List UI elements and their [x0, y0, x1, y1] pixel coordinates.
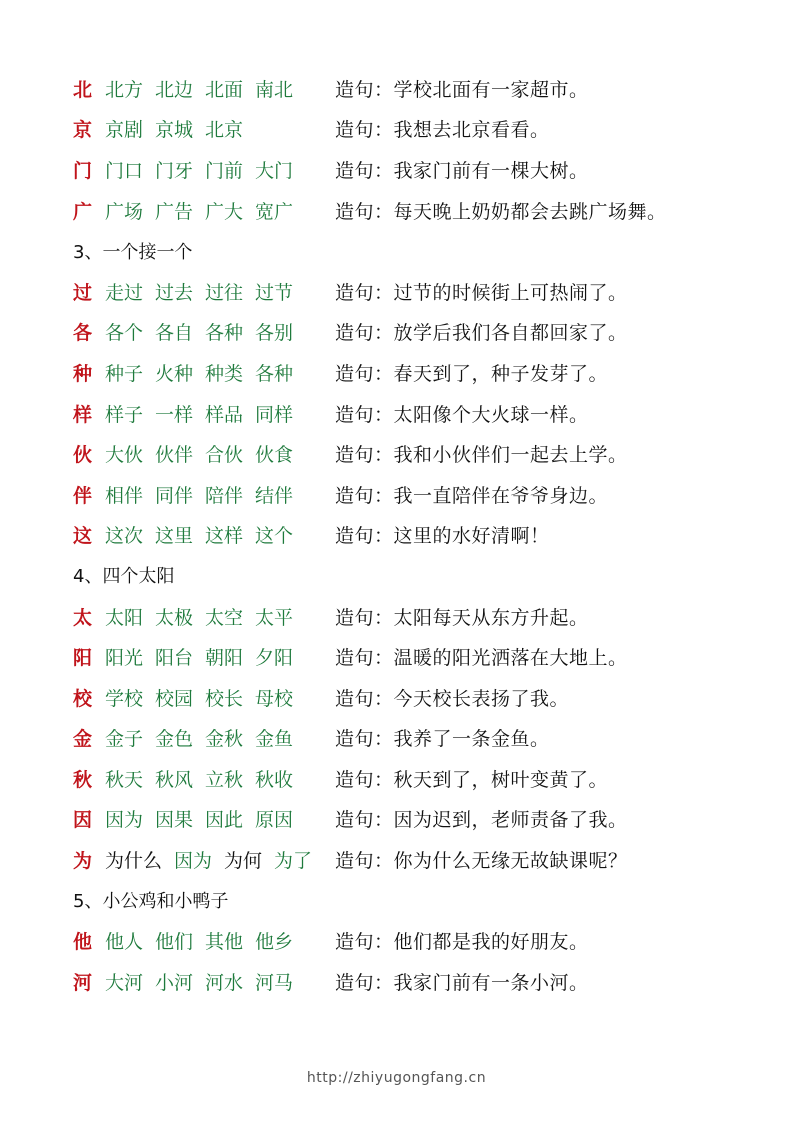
- vocab-word: 北面: [205, 78, 244, 101]
- vocab-word: 各种: [205, 322, 244, 345]
- vocab-word: 其他: [205, 931, 244, 954]
- vocab-word: 同伴: [155, 484, 194, 507]
- example-sentence: 造句：春天到了，种子发芽了。: [335, 362, 609, 385]
- vocab-word: 陪伴: [205, 484, 244, 507]
- vocab-word: 这里: [155, 525, 194, 548]
- vocab-words: [105, 968, 335, 995]
- vocab-word: 广场: [105, 200, 144, 223]
- vocab-word: 秋天: [105, 768, 144, 791]
- example-sentence: 造句：我想去北京看看。: [335, 119, 550, 142]
- section-heading-text: 5、小公鸡和小鸭子: [73, 891, 229, 913]
- vocab-character: 太: [73, 606, 93, 629]
- vocab-entry: [73, 433, 753, 474]
- vocab-word: 秋收: [255, 768, 294, 791]
- example-sentence: 造句：太阳每天从东方升起。: [335, 606, 589, 629]
- vocab-word: 金子: [105, 728, 144, 751]
- vocab-word: 宽广: [255, 200, 294, 223]
- example-sentence: 造句：温暖的阳光洒落在大地上。: [335, 647, 628, 670]
- vocab-entry: [73, 799, 753, 840]
- vocab-word: 走过: [105, 281, 144, 304]
- vocab-word: 这样: [205, 525, 244, 548]
- vocab-character: 河: [73, 971, 93, 994]
- vocab-word: 各自: [155, 322, 194, 345]
- vocab-word: 样品: [205, 403, 244, 426]
- vocab-word: 伙食: [255, 444, 294, 467]
- vocab-character: 京: [73, 119, 93, 142]
- vocab-word: 河马: [255, 971, 294, 994]
- vocab-word: 种类: [205, 362, 244, 385]
- section-heading-text: 4、四个太阳: [73, 566, 175, 588]
- vocab-words: [105, 75, 335, 102]
- vocab-words: [105, 724, 335, 751]
- vocab-entry: [73, 68, 753, 109]
- vocab-word: 同样: [255, 403, 294, 426]
- vocab-character: 因: [73, 809, 93, 832]
- vocab-word: 为何: [224, 850, 263, 873]
- vocab-word: 金色: [155, 728, 194, 751]
- vocab-word: 太平: [255, 606, 294, 629]
- vocab-word: 门前: [205, 159, 244, 182]
- footer-url: http://zhiyugongfang.cn: [306, 1070, 487, 1086]
- vocab-word: 他人: [105, 931, 144, 954]
- vocab-words: [105, 521, 335, 548]
- vocab-word: 金鱼: [255, 728, 294, 751]
- vocab-word: 这个: [255, 525, 294, 548]
- example-sentence: 造句：他们都是我的好朋友。: [335, 931, 589, 954]
- vocab-word: 广告: [155, 200, 194, 223]
- vocab-word: 为了: [274, 850, 313, 873]
- vocab-word: 因为: [174, 850, 213, 873]
- vocab-words: [105, 643, 335, 670]
- vocab-entry: [73, 718, 753, 759]
- vocab-word: 因为: [105, 809, 144, 832]
- section-heading-text: 3、一个接一个: [73, 241, 193, 263]
- vocab-character: 这: [73, 525, 93, 548]
- example-sentence: 造句：我一直陪伴在爷爷身边。: [335, 484, 609, 507]
- vocab-words: [105, 318, 335, 345]
- vocab-word: 结伴: [255, 484, 294, 507]
- vocab-word: 秋风: [155, 768, 194, 791]
- vocab-character: 伙: [73, 444, 93, 467]
- vocab-word: 各别: [255, 322, 294, 345]
- vocab-entry: [73, 474, 753, 515]
- vocab-entry: [73, 393, 753, 434]
- example-sentence: 造句：我家门前有一棵大树。: [335, 159, 589, 182]
- section-heading: [73, 555, 753, 596]
- vocab-entry: [73, 839, 753, 880]
- vocab-word: 火种: [155, 362, 194, 385]
- vocab-character: 阳: [73, 647, 93, 670]
- vocab-word: 夕阳: [255, 647, 294, 670]
- vocab-word: 小河: [155, 971, 194, 994]
- example-sentence: 造句：学校北面有一家超市。: [335, 78, 589, 101]
- example-sentence: 造句：这里的水好清啊！: [335, 525, 550, 548]
- vocab-character: 北: [73, 78, 93, 101]
- example-sentence: 造句：因为迟到，老师责备了我。: [335, 809, 628, 832]
- vocab-word: 过去: [155, 281, 194, 304]
- vocab-words: [105, 440, 335, 467]
- vocab-character: 校: [73, 687, 93, 710]
- example-sentence: 造句：过节的时候街上可热闹了。: [335, 281, 628, 304]
- vocab-word: 合伙: [205, 444, 244, 467]
- vocab-character: 各: [73, 322, 93, 345]
- vocab-word: 大河: [105, 971, 144, 994]
- vocab-word: 相伴: [105, 484, 144, 507]
- vocab-character: 过: [73, 281, 93, 304]
- vocab-word: 太空: [205, 606, 244, 629]
- vocab-word: 京城: [155, 119, 194, 142]
- vocab-word: 他们: [155, 931, 194, 954]
- vocab-entry: [73, 920, 753, 961]
- example-sentence: 造句：太阳像个大火球一样。: [335, 403, 589, 426]
- vocab-entry: [73, 961, 753, 1002]
- example-sentence: 造句：你为什么无缘无故缺课呢？: [335, 850, 628, 873]
- vocab-words: [105, 927, 335, 954]
- vocab-word: 原因: [255, 809, 294, 832]
- vocab-word: 学校: [105, 687, 144, 710]
- vocab-word: 各种: [255, 362, 294, 385]
- vocab-words: [105, 156, 335, 183]
- vocab-word: 过往: [205, 281, 244, 304]
- vocab-word: 北方: [105, 78, 144, 101]
- vocab-word: 因果: [155, 809, 194, 832]
- vocab-word: 一样: [155, 403, 194, 426]
- vocab-character: 金: [73, 728, 93, 751]
- example-sentence: 造句：今天校长表扬了我。: [335, 687, 570, 710]
- vocab-word: 南北: [255, 78, 294, 101]
- vocab-word: 门口: [105, 159, 144, 182]
- vocab-word: 京剧: [105, 119, 144, 142]
- vocab-entry: [73, 190, 753, 231]
- vocab-word: 广大: [205, 200, 244, 223]
- vocab-word: 北边: [155, 78, 194, 101]
- vocab-entry: [73, 352, 753, 393]
- vocab-word: 伙伴: [155, 444, 194, 467]
- vocab-words: [105, 481, 335, 508]
- vocab-word: 样子: [105, 403, 144, 426]
- vocab-entry: [73, 312, 753, 353]
- vocab-word: 校长: [205, 687, 244, 710]
- vocab-words: [105, 805, 335, 832]
- vocab-word: 河水: [205, 971, 244, 994]
- example-sentence: 造句：放学后我们各自都回家了。: [335, 322, 628, 345]
- vocab-words: [105, 684, 335, 711]
- vocab-word: 各个: [105, 322, 144, 345]
- vocab-entry: [73, 596, 753, 637]
- vocab-character: 种: [73, 362, 93, 385]
- example-sentence: 造句：我家门前有一条小河。: [335, 971, 589, 994]
- vocab-character: 他: [73, 931, 93, 954]
- vocab-words: [105, 603, 335, 630]
- vocab-word: 朝阳: [205, 647, 244, 670]
- vocab-words: [105, 400, 335, 427]
- vocab-entry: [73, 149, 753, 190]
- vocab-entry: [73, 677, 753, 718]
- vocab-word: 太阳: [105, 606, 144, 629]
- example-sentence: 造句：我和小伙伴们一起去上学。: [335, 444, 628, 467]
- vocab-word: 校园: [155, 687, 194, 710]
- vocab-word: 大门: [255, 159, 294, 182]
- vocab-word: 母校: [255, 687, 294, 710]
- vocab-word: 阳台: [155, 647, 194, 670]
- vocab-word: 种子: [105, 362, 144, 385]
- vocab-entry: [73, 271, 753, 312]
- vocab-word: 这次: [105, 525, 144, 548]
- example-sentence: 造句：我养了一条金鱼。: [335, 728, 550, 751]
- vocab-character: 秋: [73, 768, 93, 791]
- vocab-word: 大伙: [105, 444, 144, 467]
- vocab-word: 过节: [255, 281, 294, 304]
- vocab-words: [105, 197, 335, 224]
- vocab-word: 门牙: [155, 159, 194, 182]
- vocab-words: [105, 278, 335, 305]
- vocab-words: [105, 765, 335, 792]
- vocab-word: 立秋: [205, 768, 244, 791]
- vocab-word: 太极: [155, 606, 194, 629]
- vocab-words: [105, 359, 335, 386]
- vocab-word: 北京: [205, 119, 244, 142]
- vocab-words: [105, 846, 335, 873]
- vocab-entry: [73, 758, 753, 799]
- vocab-word: 金秋: [205, 728, 244, 751]
- example-sentence: 造句：每天晚上奶奶都会去跳广场舞。: [335, 200, 667, 223]
- vocab-character: 伴: [73, 484, 93, 507]
- vocab-entry: [73, 109, 753, 150]
- vocab-character: 广: [73, 200, 93, 223]
- vocab-character: 为: [73, 850, 93, 873]
- vocab-entry: [73, 636, 753, 677]
- vocab-word: 阳光: [105, 647, 144, 670]
- section-heading: [73, 230, 753, 271]
- vocab-entry: [73, 515, 753, 556]
- vocab-character: 门: [73, 159, 93, 182]
- vocab-word: 为什么: [105, 850, 163, 873]
- vocab-word: 他乡: [255, 931, 294, 954]
- vocab-word: 因此: [205, 809, 244, 832]
- vocabulary-list: [73, 68, 753, 1002]
- example-sentence: 造句：秋天到了，树叶变黄了。: [335, 768, 609, 791]
- vocab-words: [105, 115, 335, 142]
- section-heading: [73, 880, 753, 921]
- vocab-character: 样: [73, 403, 93, 426]
